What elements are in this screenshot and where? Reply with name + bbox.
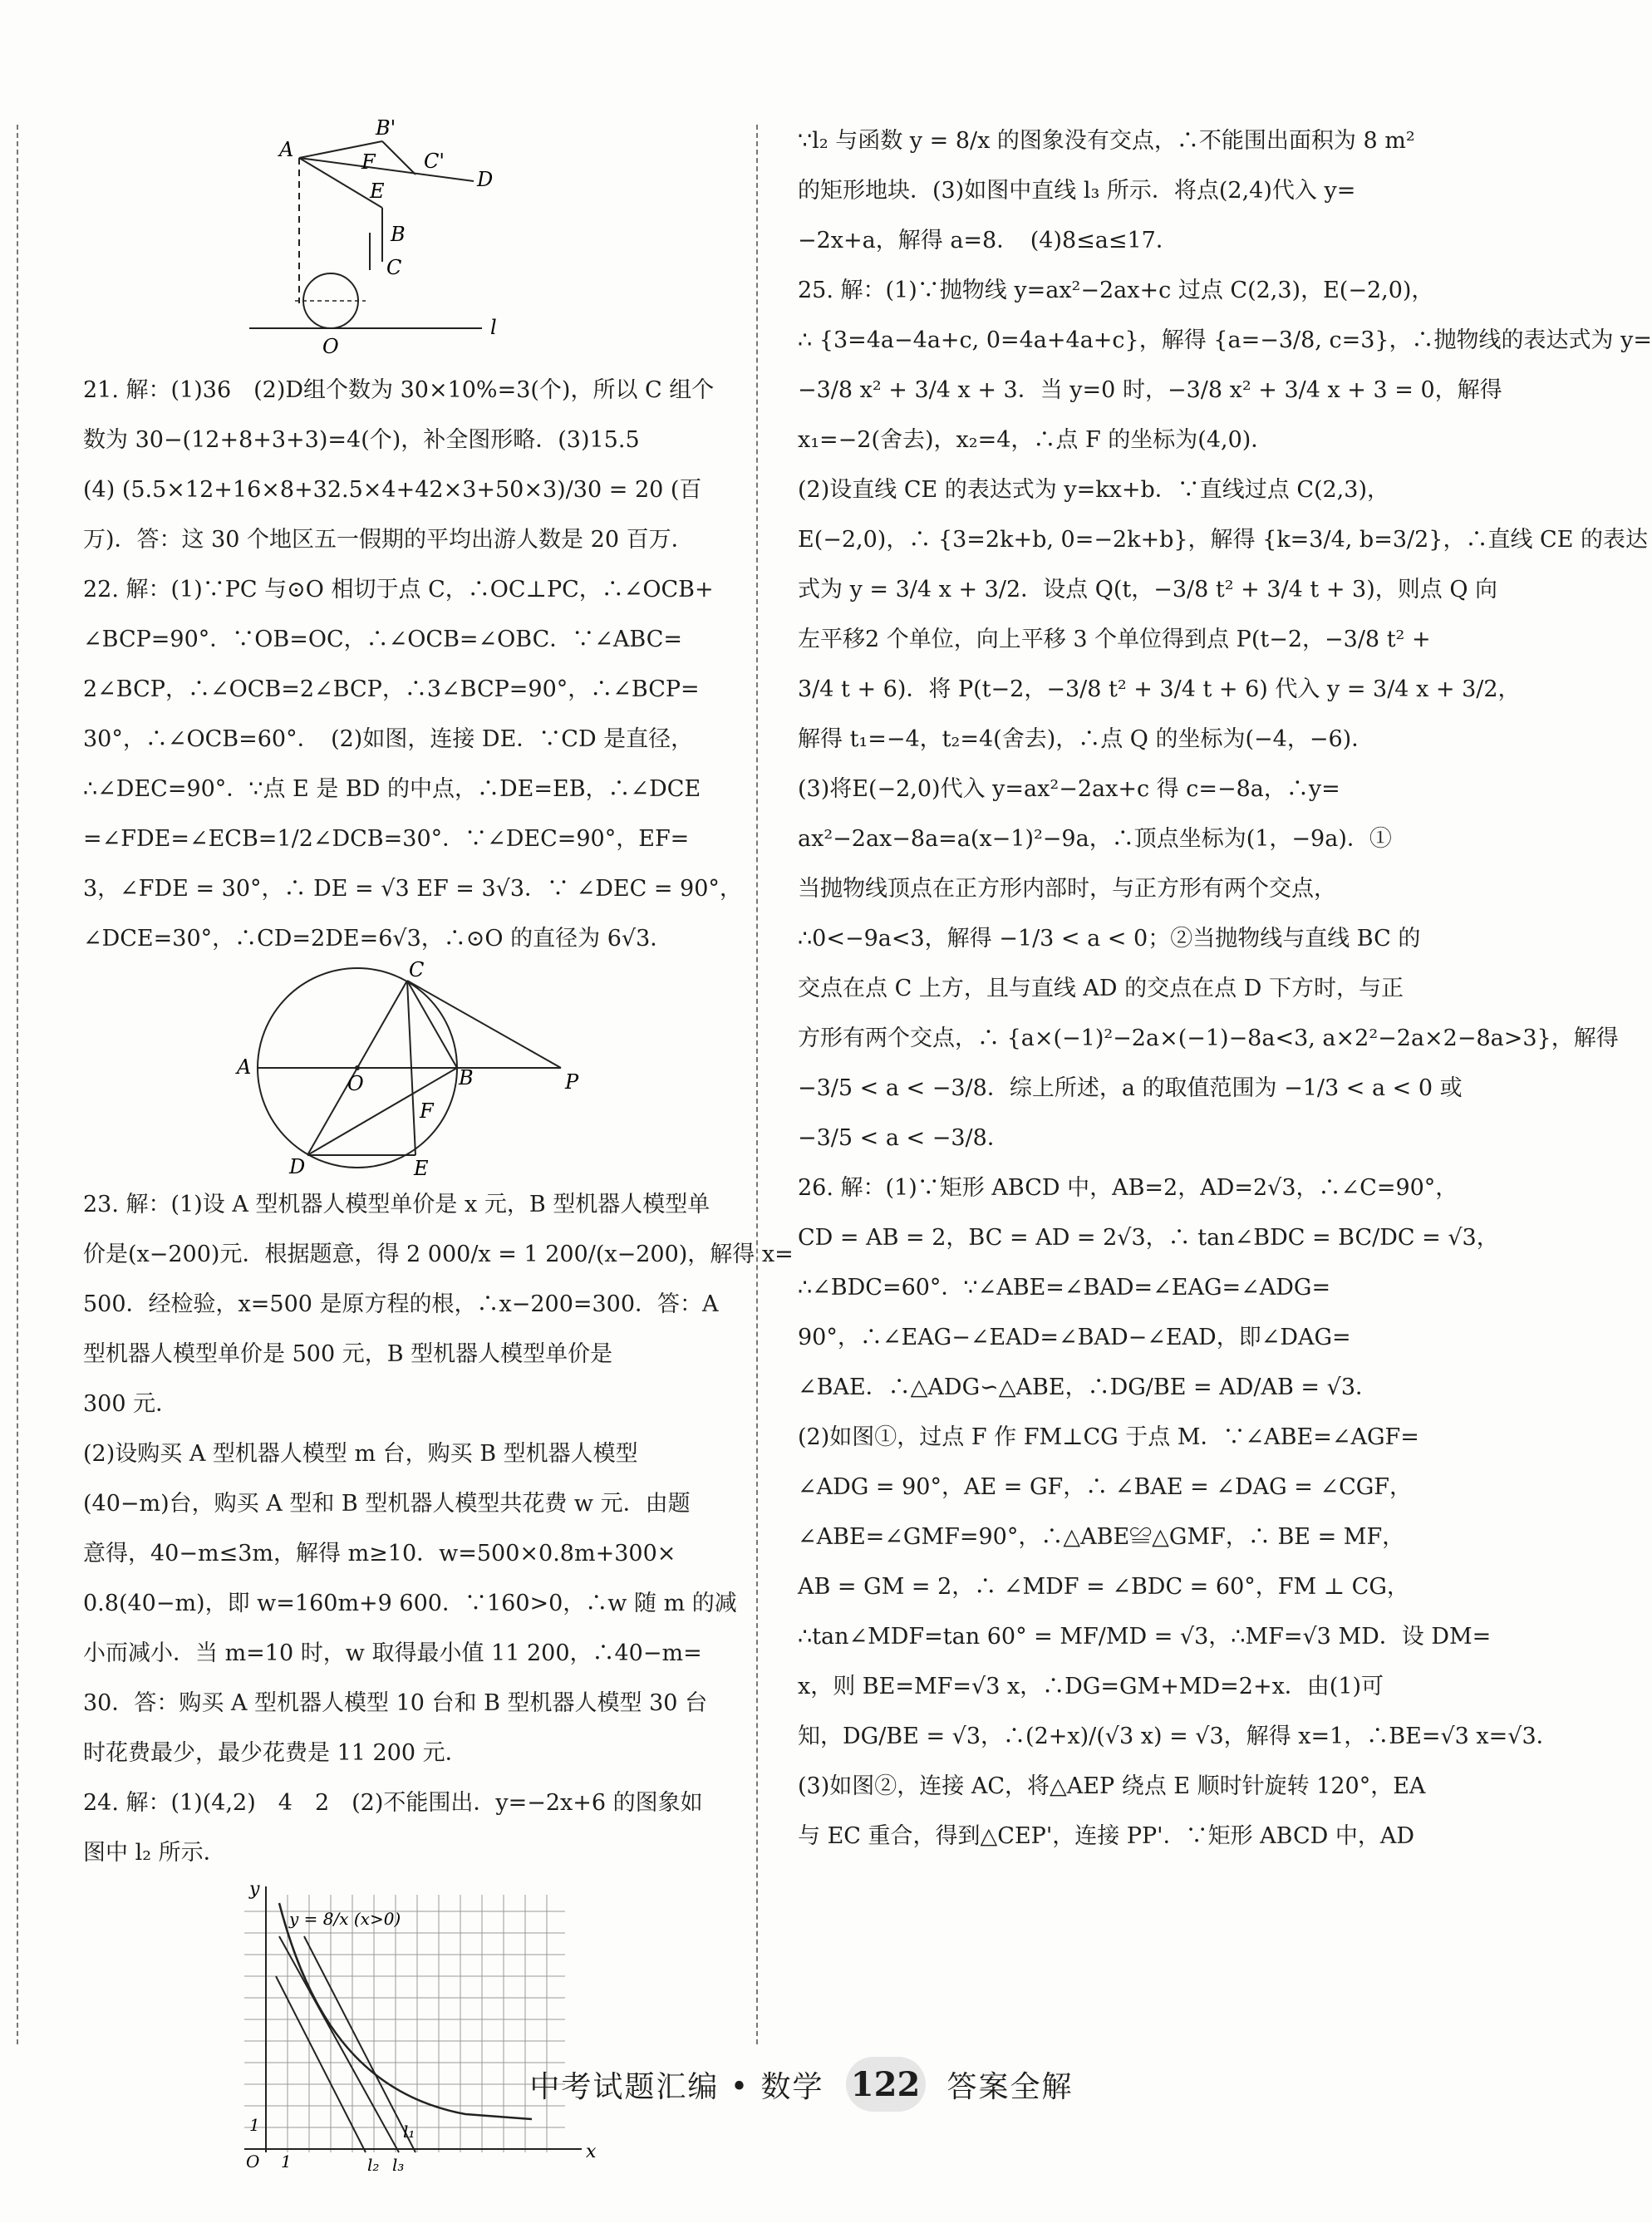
q26-line-11: x，则 BE=MF=√3 x，∴DG=GM+MD=2+x．由(1)可 <box>798 1674 1384 1699</box>
q22-line-7: 3，∠FDE = 30°，∴ DE = √3 EF = 3√3．∵ ∠DEC = 90°， <box>83 876 742 902</box>
q26-line-13: (3)如图②，连接 AC，将△AEP 绕点 E 顺时针旋转 120°，EA <box>798 1773 1426 1799</box>
q24-line-3: ∵l₂ 与函数 y = 8/x 的图象没有交点，∴不能围出面积为 8 m² <box>798 128 1415 154</box>
figure-lamp <box>83 116 715 366</box>
label-e: E <box>370 180 385 203</box>
footer-book-title: 中考试题汇编 • 数学 <box>529 2069 824 2104</box>
q22-line-3: 2∠BCP，∴∠OCB=2∠BCP，∴3∠BCP=90°，∴∠BCP= <box>83 676 700 702</box>
q26-line-12: 知，DG/BE = √3，∴(2+x)/(√3 x) = √3，解得 x=1，∴BE=√3 x=√3． <box>798 1724 1559 1749</box>
label-f: F <box>361 150 376 174</box>
q22-line-5: ∴∠DEC=90°．∵点 E 是 BD 的中点，∴DE=EB，∴∠DCE <box>83 776 701 802</box>
label-a: A <box>279 138 294 161</box>
label-b-prime: B' <box>376 116 396 140</box>
q26-line-4: 90°，∴∠EAG−∠EAD=∠BAD−∠EAD，即∠DAG= <box>798 1325 1351 1350</box>
q23-line-11: 30．答：购买 A 型机器人模型 10 台和 B 型机器人模型 30 台 <box>83 1690 708 1716</box>
q23-line-5: 300 元． <box>83 1391 179 1417</box>
label-o: O <box>347 1072 364 1095</box>
q25-line-14: ∴0<−9a<3，解得 −1/3 < a < 0；②当抛物线与直线 BC 的 <box>798 926 1421 952</box>
q23-line-7: (40−m)台，购买 A 型和 B 型机器人模型共花费 w 元．由题 <box>83 1491 691 1517</box>
q23-line-10: 小而减小．当 m=10 时，w 取得最小值 11 200，∴40−m= <box>83 1640 702 1666</box>
label-x: x <box>586 2142 597 2162</box>
q23-line-12: 时花费最少，最少花费是 11 200 元． <box>83 1740 468 1766</box>
figure-circle <box>83 958 715 1180</box>
q23-line-6: (2)设购买 A 型机器人模型 m 台，购买 B 型机器人模型 <box>83 1441 638 1467</box>
q25-line-5: (2)设直线 CE 的表达式为 y=kx+b．∵直线过点 C(2,3)， <box>798 477 1389 503</box>
q23-line-3: 500．经检验，x=500 是原方程的根，∴x−200=300．答：A <box>83 1291 719 1317</box>
label-one-x: 1 <box>281 2152 292 2171</box>
q25-line-15: 交点在点 C 上方，且与直线 AD 的交点在点 D 下方时，与正 <box>798 976 1404 1001</box>
q26-line-5: ∠BAE．∴△ADG∽△ABE，∴DG/BE = AD/AB = √3． <box>798 1375 1378 1400</box>
label-e: E <box>414 1157 429 1180</box>
q22-line-6: =∠FDE=∠ECB=1/2∠DCB=30°．∵∠DEC=90°，EF= <box>83 826 690 852</box>
q25-line-8: 左平移2 个单位，向上平移 3 个单位得到点 P(t−2，−3/8 t² + <box>798 627 1431 652</box>
q25-line-1: 25. 解：(1)∵抛物线 y=ax²−2ax+c 过点 C(2,3)，E(−2,0)， <box>798 278 1434 303</box>
q23-line-8: 意得，40−m≤3m，解得 m≥10．w=500×0.8m+300× <box>83 1541 676 1566</box>
q25-line-6: E(−2,0)，∴ {3=2k+b, 0=−2k+b}，解得 {k=3/4, b=3/2}，∴直线 CE 的表达 <box>798 527 1648 553</box>
q26-line-6: (2)如图①，过点 F 作 FM⊥CG 于点 M．∵∠ABE=∠AGF= <box>798 1424 1419 1450</box>
label-y: y <box>249 1879 260 1900</box>
label-d: D <box>477 168 494 191</box>
q24-line-1: 24. 解：(1)(4,2) 4 2 (2)不能围出．y=−2x+6 的图象如 <box>83 1790 703 1816</box>
label-b: B <box>459 1066 474 1089</box>
q22-line-1: 22. 解：(1)∵PC 与⊙O 相切于点 C，∴OC⊥PC，∴∠OCB+ <box>83 577 714 602</box>
q25-line-11: (3)将E(−2,0)代入 y=ax²−2ax+c 得 c=−8a，∴y= <box>798 776 1340 802</box>
q25-line-2: ∴ {3=4a−4a+c, 0=4a+4a+c}，解得 {a=−3/8, c=3}，∴抛物线的表达式为 y= <box>798 327 1652 353</box>
label-l2: l₂ <box>367 2155 380 2175</box>
label-f: F <box>420 1099 434 1123</box>
label-one-y: 1 <box>249 2115 260 2135</box>
q26-line-15 <box>798 1862 1438 1911</box>
lamp-diagram <box>83 116 715 366</box>
q23-line-9: 0.8(40−m)，即 w=160m+9 600．∵160>0，∴w 随 m 的减 <box>83 1591 737 1616</box>
q25-line-13: 当抛物线顶点在正方形内部时，与正方形有两个交点， <box>798 876 1336 902</box>
q25-line-4: x₁=−2(舍去)，x₂=4，∴点 F 的坐标为(4,0)． <box>798 427 1274 453</box>
label-c-prime: C' <box>424 150 445 173</box>
left-column <box>83 116 794 2177</box>
q22-line-8: ∠DCE=30°，∴CD=2DE=6√3，∴⊙O 的直径为 6√3． <box>83 926 673 952</box>
q25-line-9: 3/4 t + 6)．将 P(t−2，−3/8 t² + 3/4 t + 6) 代入 y = 3/4 x + 3/2， <box>798 676 1521 702</box>
q24-line-4: 的矩形地块．(3)如图中直线 l₃ 所示．将点(2,4)代入 y= <box>798 178 1356 204</box>
q21-line-1: 21. 解：(1)36 (2)D组个数为 30×10%=3(个)，所以 C 组个 <box>83 377 715 403</box>
left-margin-divider <box>17 125 18 2044</box>
label-origin: O <box>246 2152 260 2171</box>
q21-line-4: 万)．答：这 30 个地区五一假期的平均出游人数是 20 百万． <box>83 527 694 553</box>
q25-line-16: 方形有两个交点，∴ {a×(−1)²−2a×(−1)−8a<3, a×2²−2a×2−8a>3}，解得 <box>798 1025 1619 1051</box>
q24-line-5: −2x+a，解得 a=8． (4)8≤a≤17． <box>798 228 1178 253</box>
q26-line-7: ∠ADG = 90°，AE = GF，∴ ∠BAE = ∠DAG = ∠CGF， <box>798 1474 1413 1500</box>
q26-line-1: 26. 解：(1)∵矩形 ABCD 中，AB=2，AD=2√3，∴∠C=90°， <box>798 1175 1458 1201</box>
right-column <box>798 116 1652 1911</box>
footer-section-title: 答案全解 <box>946 2069 1074 2104</box>
figure-graph <box>83 1878 715 2177</box>
label-l1: l₁ <box>403 2122 415 2142</box>
page-footer <box>0 2057 1603 2112</box>
label-a: A <box>237 1055 252 1079</box>
q22-line-2: ∠BCP=90°．∵OB=OC，∴∠OCB=∠OBC．∵∠ABC= <box>83 627 683 652</box>
q25-line-3: −3/8 x² + 3/4 x + 3．当 y=0 时，−3/8 x² + 3/4 x + 3 = 0，解得 <box>798 377 1502 403</box>
q25-line-18: −3/5 < a < −3/8． <box>798 1125 1010 1151</box>
label-b: B <box>391 223 406 246</box>
q25-line-17: −3/5 < a < −3/8．综上所述，a 的取值范围为 −1/3 < a < 0 或 <box>798 1075 1463 1101</box>
q22-line-4: 30°，∴∠OCB=60°． (2)如图，连接 DE．∵CD 是直径， <box>83 726 694 752</box>
q26-line-10: ∴tan∠MDF=tan 60° = MF/MD = √3，∴MF=√3 MD．设 DM= <box>798 1624 1492 1650</box>
q26-line-14: 与 EC 重合，得到△CEP'，连接 PP'．∵矩形 ABCD 中，AD <box>798 1823 1415 1849</box>
label-l3: l₃ <box>392 2155 405 2175</box>
label-p: P <box>565 1070 579 1094</box>
label-c: C <box>409 958 425 981</box>
graph-diagram <box>83 1878 715 2177</box>
column-divider <box>756 125 758 2044</box>
q26-line-2: CD = AB = 2，BC = AD = 2√3，∴ tan∠BDC = BC/DC = √3， <box>798 1225 1499 1251</box>
label-c: C <box>386 256 402 279</box>
q21-line-3: (4) (5.5×12+16×8+32.5×4+42×3+50×3)/30 = 20 (百 <box>83 477 702 503</box>
q26-line-9: AB = GM = 2，∴ ∠MDF = ∠BDC = 60°，FM ⊥ CG， <box>798 1574 1409 1600</box>
circle-diagram <box>83 958 715 1180</box>
label-o: O <box>322 335 339 358</box>
label-l: l <box>490 316 497 339</box>
q23-line-1: 23. 解：(1)设 A 型机器人模型单价是 x 元，B 型机器人模型单 <box>83 1192 710 1217</box>
q26-line-8: ∠ABE=∠GMF=90°，∴△ABE≌△GMF，∴ BE = MF， <box>798 1524 1405 1550</box>
page-number: 122 <box>846 2057 926 2112</box>
q23-line-4: 型机器人模型单价是 500 元，B 型机器人模型单价是 <box>83 1341 613 1367</box>
label-curve: y = 8/x (x>0) <box>289 1909 401 1929</box>
q23-line-2: 价是(x−200)元．根据题意，得 2 000/x = 1 200/(x−200)，解得 x= <box>83 1242 794 1267</box>
label-d: D <box>289 1155 306 1178</box>
q25-line-12: ax²−2ax−8a=a(x−1)²−9a，∴顶点坐标为(1，−9a)．① <box>798 826 1392 852</box>
q24-line-2: 图中 l₂ 所示． <box>83 1840 226 1866</box>
q25-line-7: 式为 y = 3/4 x + 3/2．设点 Q(t，−3/8 t² + 3/4 t + 3)，则点 Q 向 <box>798 577 1498 602</box>
q25-line-10: 解得 t₁=−4，t₂=4(舍去)，∴点 Q 的坐标为(−4，−6)． <box>798 726 1374 752</box>
q21-line-2: 数为 30−(12+8+3+3)=4(个)，补全图形略．(3)15.5 <box>83 427 640 453</box>
q26-line-3: ∴∠BDC=60°．∵∠ABE=∠BAD=∠EAG=∠ADG= <box>798 1275 1331 1301</box>
